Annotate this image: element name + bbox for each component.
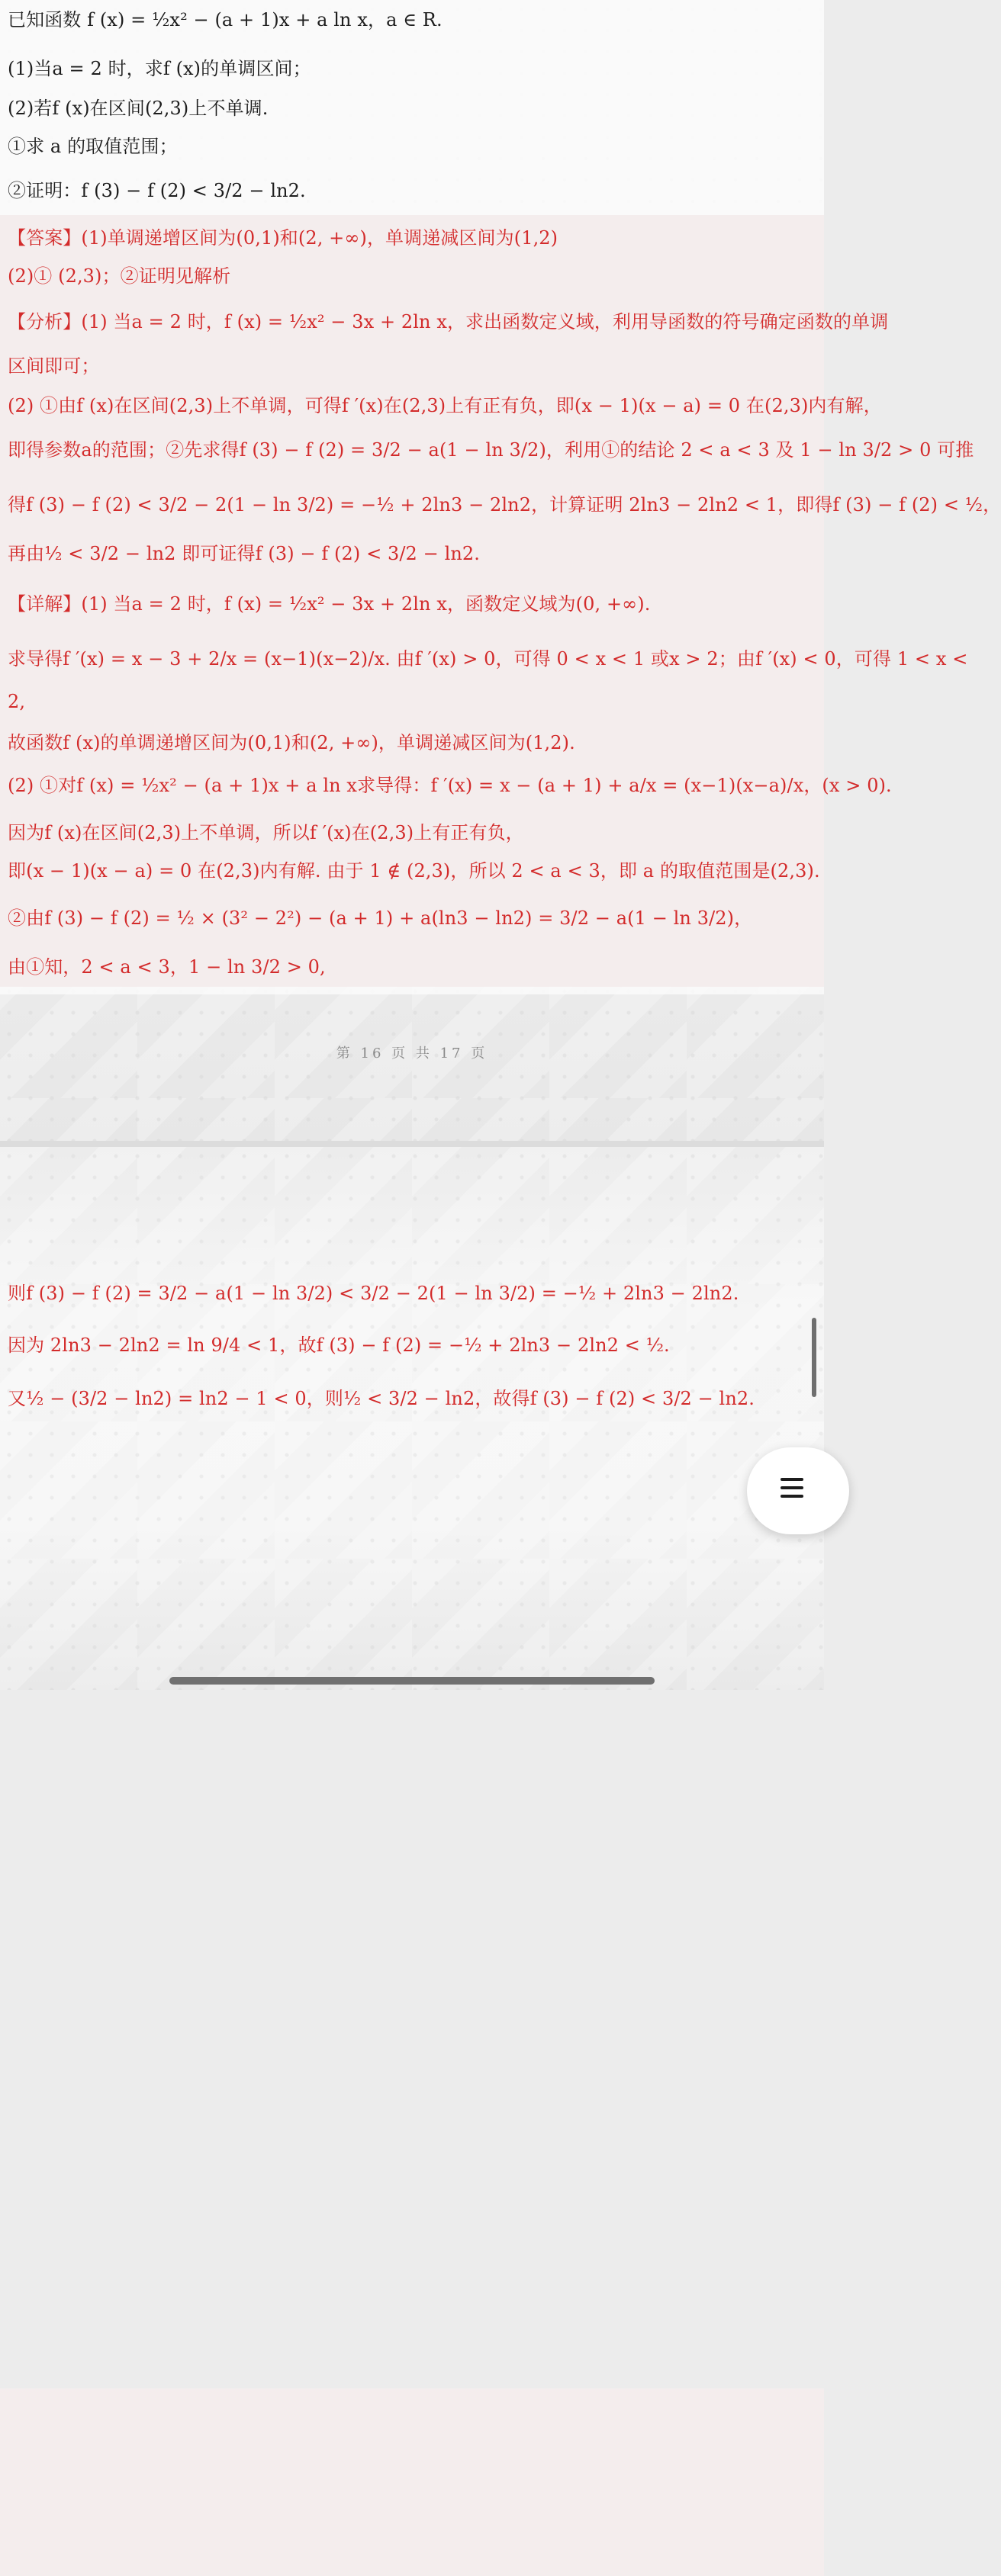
continuation-line-1: 则f (3) − f (2) = 3/2 − a(1 − ln 3/2) < 3/2 − 2(1 − ln 3/2) = −½ + 2ln3 − 2ln2.: [8, 1283, 739, 1304]
detail-line-2: 求导得f ′(x) = x − 3 + 2/x = (x−1)(x−2)/x. 由f ′(x) > 0，可得 0 < x < 1 或x > 2；由f ′(x) < 0，可得 1 < x <: [8, 648, 968, 670]
answer-line-2: (2)① (2,3)；②证明见解析: [8, 265, 231, 287]
analysis-line-2: 区间即可；: [8, 355, 100, 377]
detail-line-3: 2,: [8, 691, 26, 712]
detail-line-9: 由①知，2 < a < 3，1 − ln 3/2 > 0,: [8, 956, 326, 978]
vertical-scrollbar[interactable]: [812, 1318, 816, 1397]
page-number-footer: 第 16 页 共 17 页: [336, 1045, 488, 1062]
continuation-highlight-panel: [0, 2388, 824, 2576]
detail-line-5: (2) ①对f (x) = ½x² − (a + 1)x + a ln x求导得：f ′(x) = x − (a + 1) + a/x = (x−1)(x−a)/x，(x > 0).: [8, 775, 892, 796]
question-line-1: 已知函数 f (x) = ½x² − (a + 1)x + a ln x，a ∈ R.: [8, 9, 443, 31]
analysis-line-4: 即得参数a的范围；②先求得f (3) − f (2) = 3/2 − a(1 − ln 3/2)，利用①的结论 2 < a < 3 及 1 − ln 3/2 > 0 可推: [8, 439, 974, 461]
continuation-line-3: 又½ − (3/2 − ln2) = ln2 − 1 < 0，则½ < 3/2 − ln2，故得f (3) − f (2) < 3/2 − ln2.: [8, 1388, 755, 1409]
question-line-3: (2)若f (x)在区间(2,3)上不单调.: [8, 98, 269, 119]
analysis-line-6: 再由½ < 3/2 − ln2 即可证得f (3) − f (2) < 3/2 − ln2.: [8, 543, 481, 564]
hamburger-menu-icon: [781, 1478, 803, 1498]
detail-line-8: ②由f (3) − f (2) = ½ × (3² − 2²) − (a + 1) + a(ln3 − ln2) = 3/2 − a(1 − ln 3/2)，: [8, 907, 753, 929]
document-page-16: [0, 0, 1001, 1141]
detail-line-6: 因为f (x)在区间(2,3)上不单调，所以f ′(x)在(2,3)上有正有负，: [8, 822, 524, 843]
detail-line-7: 即(x − 1)(x − a) = 0 在(2,3)内有解. 由于 1 ∉ (2,3)，所以 2 < a < 3，即 a 的取值范围是(2,3).: [8, 860, 820, 882]
analysis-line-1: 【分析】(1) 当a = 2 时，f (x) = ½x² − 3x + 2ln x，求出函数定义域，利用导函数的符号确定函数的单调: [8, 311, 889, 332]
analysis-line-3: (2) ①由f (x)在区间(2,3)上不单调，可得f ′(x)在(2,3)上有正有负，即(x − 1)(x − a) = 0 在(2,3)内有解，: [8, 395, 882, 416]
document-page-17: [0, 1147, 824, 1690]
question-line-4: ①求 a 的取值范围；: [8, 136, 178, 157]
page-separator: [0, 1141, 824, 1147]
question-line-2: (1)当a = 2 时，求f (x)的单调区间；: [8, 58, 311, 79]
detail-line-1: 【详解】(1) 当a = 2 时，f (x) = ½x² − 3x + 2ln x，函数定义域为(0, +∞).: [8, 593, 651, 615]
question-line-5: ②证明：f (3) − f (2) < 3/2 − ln2.: [8, 180, 306, 201]
page-background-pattern: [0, 1147, 824, 1690]
answer-line-1: 【答案】(1)单调递增区间为(0,1)和(2, +∞)，单调递减区间为(1,2): [8, 227, 558, 249]
floating-menu-button[interactable]: [747, 1447, 849, 1534]
detail-line-4: 故函数f (x)的单调递增区间为(0,1)和(2, +∞)，单调递减区间为(1,2).: [8, 732, 575, 753]
continuation-line-2: 因为 2ln3 − 2ln2 = ln 9/4 < 1，故f (3) − f (2) = −½ + 2ln3 − 2ln2 < ½.: [8, 1335, 670, 1356]
home-indicator[interactable]: [169, 1677, 655, 1685]
analysis-line-5: 得f (3) − f (2) < 3/2 − 2(1 − ln 3/2) = −½ + 2ln3 − 2ln2，计算证明 2ln3 − 2ln2 < 1，即得f (3) − f (2) < ½，: [8, 494, 1001, 516]
